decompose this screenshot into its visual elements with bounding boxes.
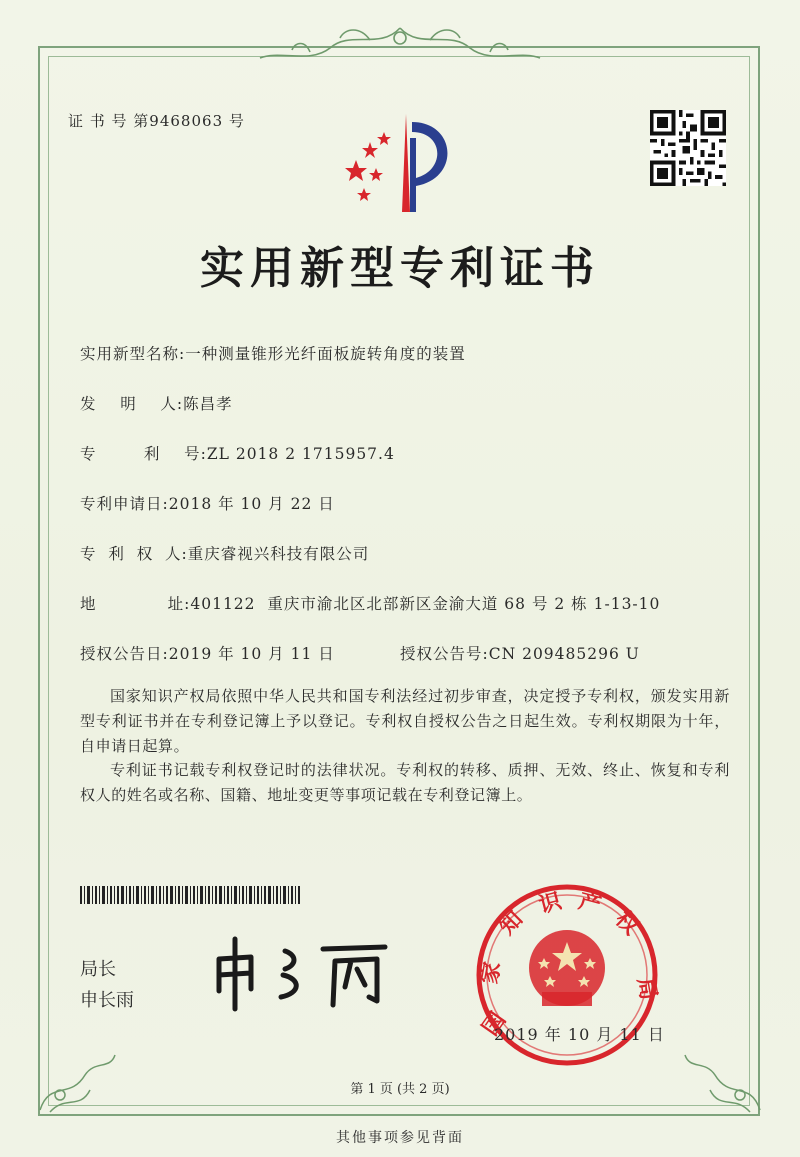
field-value: 2019 年 10 月 11 日 [168, 645, 335, 663]
svg-text:家: 家 [477, 959, 506, 986]
field-label: 专 利 权 人: [80, 545, 188, 563]
field-label: 专利申请日: [80, 495, 169, 513]
seal-date: 2019 年 10 月 11 日 [494, 1025, 665, 1044]
field-patentee [80, 542, 369, 564]
patent-office-emblem-icon [336, 108, 466, 218]
director-title: 局长 [80, 959, 116, 980]
field-label: 实用新型名称: [80, 345, 186, 363]
field-utility-model-name [80, 342, 466, 364]
field-value: CN 209485296 U [488, 645, 640, 663]
certificate-number: 证 书 号 第9468063 号 [68, 112, 245, 130]
page-number: 第 1 页 (共 2 页) [350, 1082, 450, 1097]
field-announcement-number [400, 642, 640, 664]
field-value: 2018 年 10 月 22 日 [168, 495, 335, 513]
field-value: 一种测量锥形光纤面板旋转角度的装置 [185, 345, 466, 363]
field-announcement-date [80, 642, 335, 664]
field-patent-number [80, 442, 395, 464]
field-address [80, 592, 660, 614]
field-filing-date [80, 492, 335, 514]
field-value: 重庆睿视兴科技有限公司 [187, 545, 370, 563]
field-label: 发 明 人: [80, 395, 184, 413]
legal-status-paragraph: 专利证书记载专利权登记时的法律状况。专利权的转移、质押、无效、终止、恢复和专利权人的姓名或名称、国籍、地址变更等事项记载在专利登记簿上。 [80, 761, 730, 804]
svg-text:国: 国 [478, 1008, 512, 1041]
field-label: 授权公告日: [80, 645, 169, 663]
grant-statement-paragraph: 国家知识产权局依照中华人民共和国专利法经过初步审查，决定授予专利权，颁发实用新型专利证书并在专利登记簿上予以登记。专利权自授权公告之日起生效。专利权期限为十年，自申请日起算。 [80, 687, 730, 755]
field-label: 地 址: [80, 595, 191, 613]
field-inventor [80, 392, 233, 414]
svg-text:识: 识 [536, 888, 565, 919]
field-value: 401122 重庆市渝北区北部新区金渝大道 68 号 2 栋 1-13-10 [190, 595, 661, 613]
svg-text:权: 权 [609, 906, 644, 941]
svg-text:知: 知 [494, 906, 529, 941]
field-label: 授权公告号: [400, 645, 489, 663]
field-label: 专 利 号: [80, 445, 207, 463]
barcode-icon [80, 886, 300, 904]
svg-text:产: 产 [575, 888, 604, 919]
field-value: ZL 2018 2 1715957.4 [206, 445, 395, 463]
qr-code-icon [650, 110, 726, 186]
svg-text:局: 局 [632, 975, 661, 1002]
certificate-title: 实用新型专利证书 [200, 243, 600, 294]
director-name: 申长雨 [80, 990, 134, 1011]
back-side-note: 其他事项参见背面 [336, 1130, 464, 1146]
field-value: 陈昌孝 [183, 395, 233, 413]
top-ornament-icon [250, 20, 550, 70]
handwritten-signature-icon [205, 925, 405, 1015]
